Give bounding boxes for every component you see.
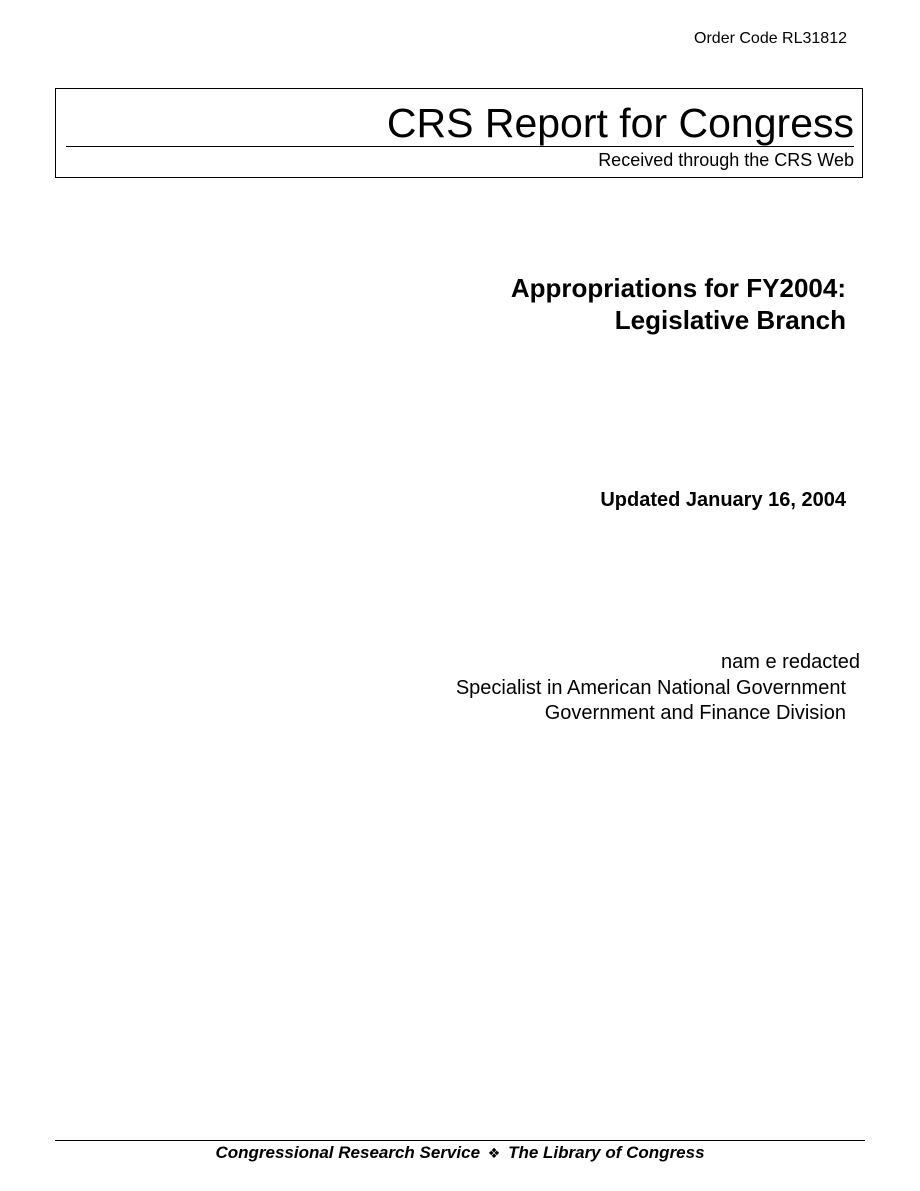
footer <box>0 1143 920 1163</box>
header-title: CRS Report for Congress <box>386 100 854 146</box>
report-title <box>511 272 846 336</box>
author-position: Specialist in American National Government <box>455 677 846 699</box>
header-subtitle: Received through the CRS Web <box>598 150 854 170</box>
footer-library: The Library of Congress <box>508 1143 705 1162</box>
four-diamond-ornament-icon: ❖ <box>487 1146 501 1162</box>
author-name: nam e redacted <box>721 651 860 673</box>
report-title-line-2: Legislative Branch <box>614 305 846 335</box>
footer-publisher: Congressional Research Service <box>215 1143 481 1162</box>
header-divider <box>66 146 854 147</box>
report-title-line-1: Appropriations for FY2004: <box>510 273 846 303</box>
order-code: Order Code RL31812 <box>694 30 847 47</box>
updated-date: Updated January 16, 2004 <box>600 489 846 511</box>
author-division: Government and Finance Division <box>544 702 846 724</box>
footer-divider <box>55 1140 865 1141</box>
report-header-box <box>55 88 863 178</box>
